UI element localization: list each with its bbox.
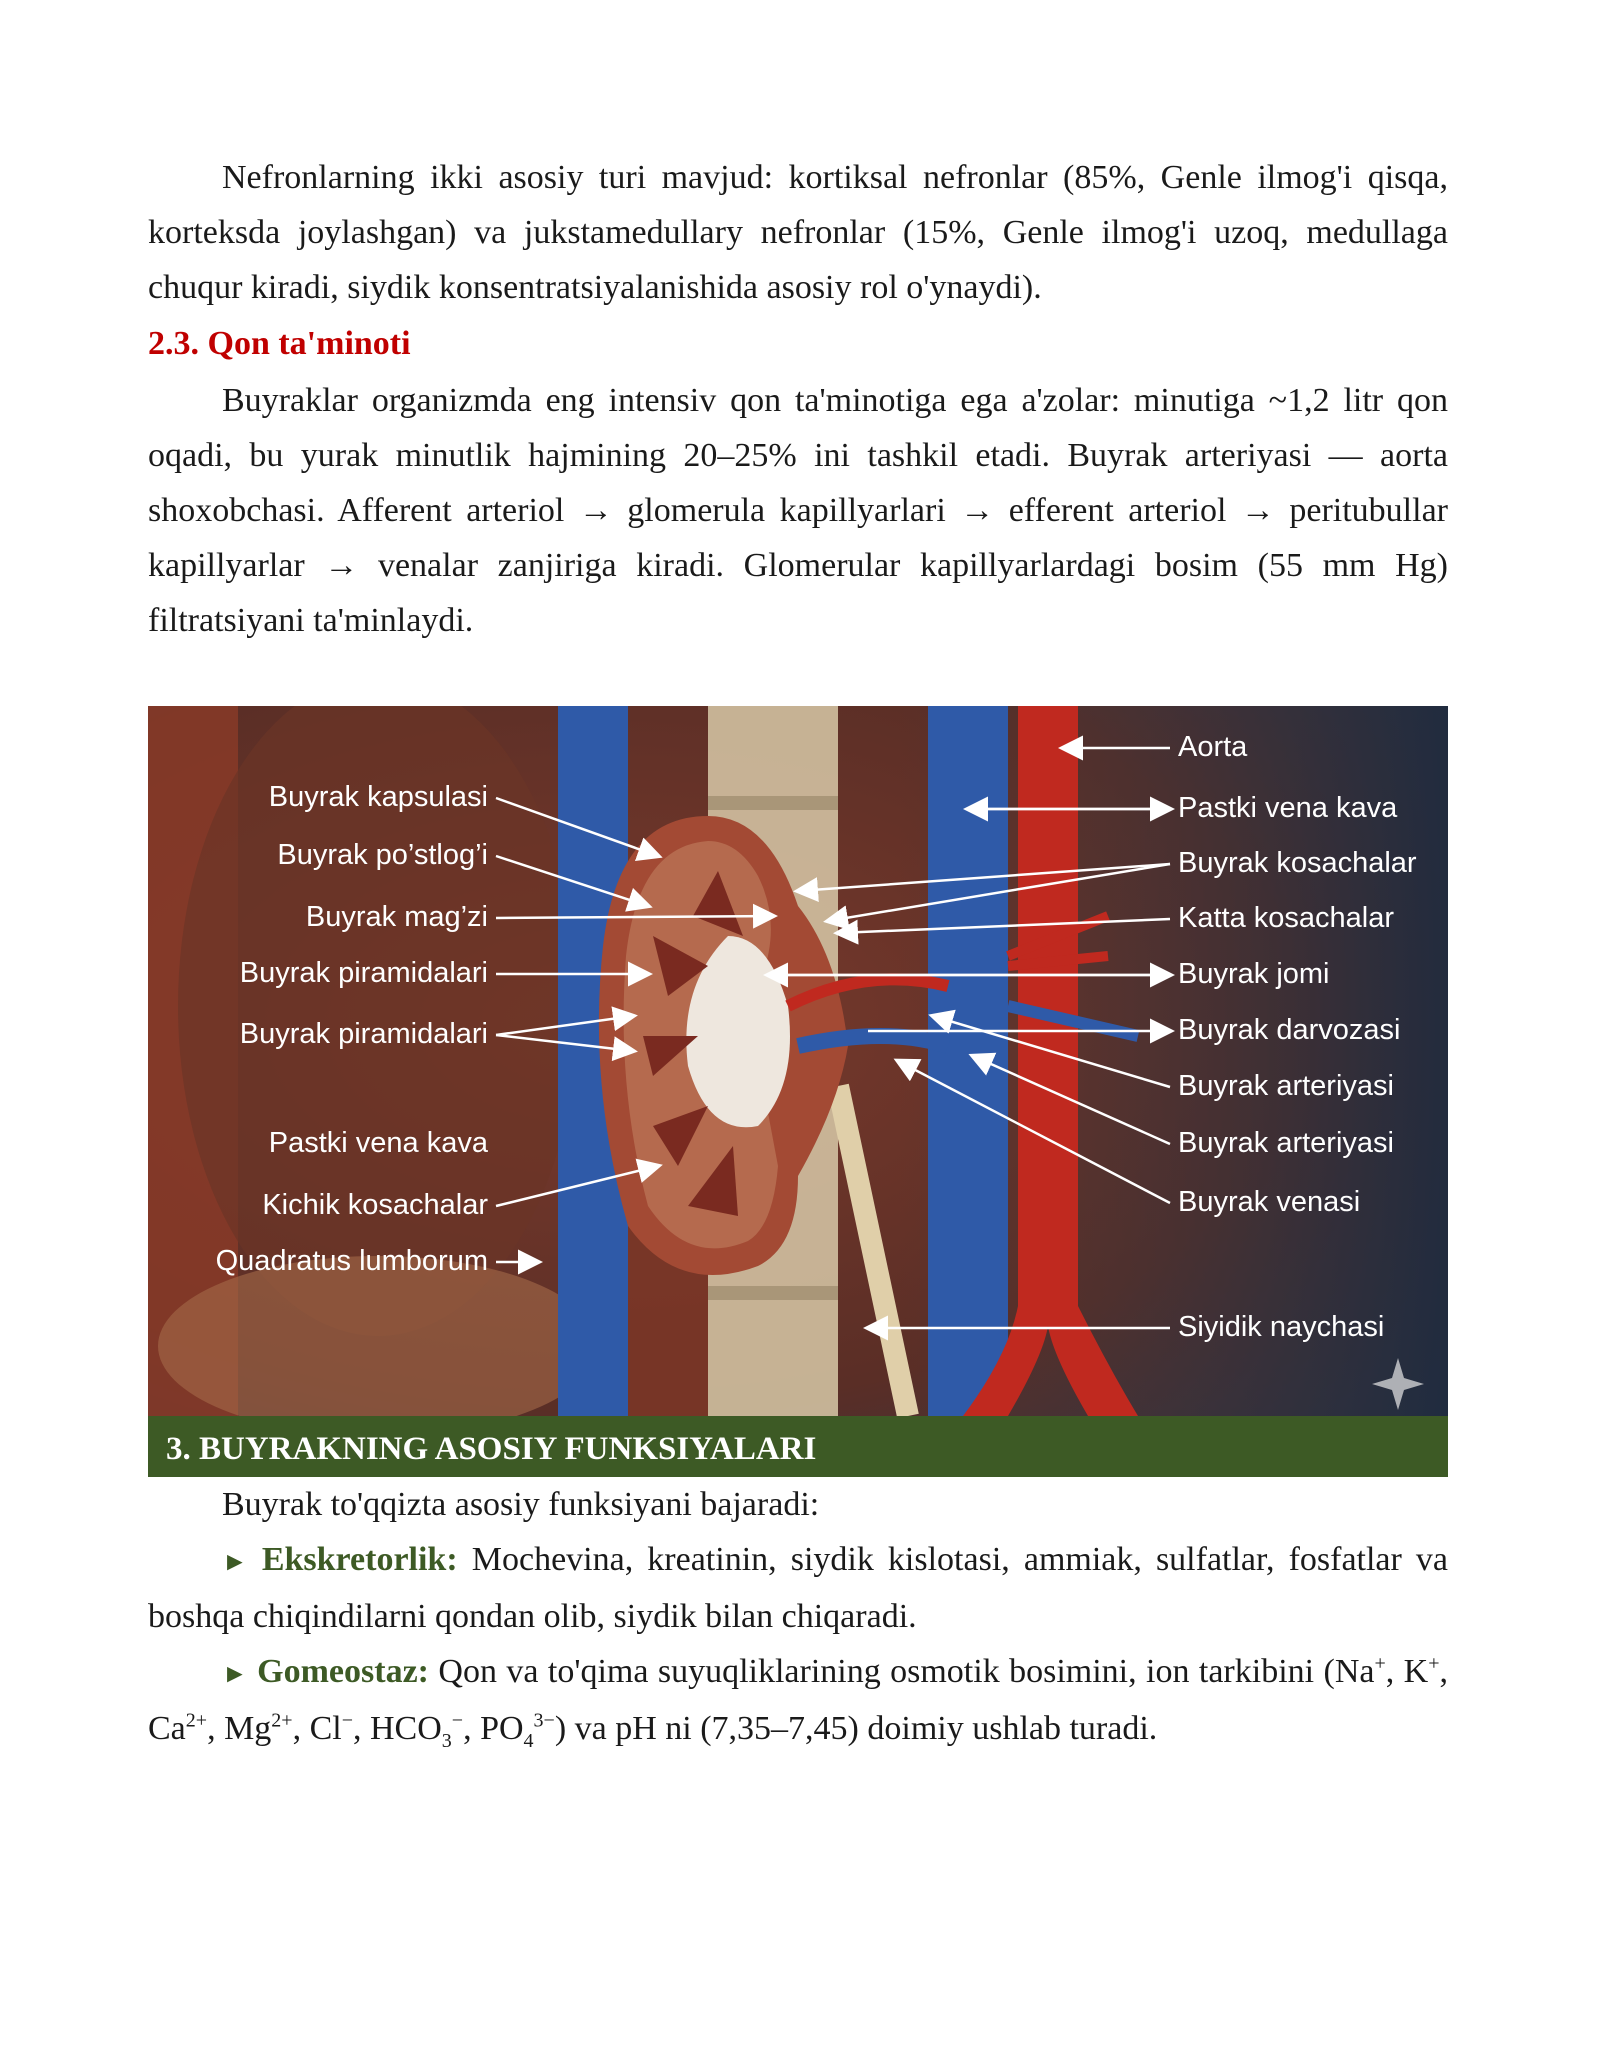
superscript: + [1428, 1652, 1440, 1675]
subscript: 3 [441, 1729, 452, 1752]
superscript: − [451, 1709, 464, 1732]
label-buyrak-piramidalari-1: Buyrak piramidalari [239, 957, 488, 989]
label-kichik-kosachalar: Kichik kosachalar [262, 1189, 488, 1221]
bullet-text-homeostasis: Qon va to'qima suyuqliklarining osmotik bosimini, ion tarkibini (Na [438, 1653, 1375, 1690]
text-fragment: , PO [463, 1710, 524, 1747]
label-buyrak-venasi: Buyrak venasi [1178, 1186, 1361, 1218]
label-buyrak-kosachalar: Buyrak kosachalar [1178, 847, 1417, 879]
label-katta-kosachalar: Katta kosachalar [1178, 902, 1395, 934]
bullet-term-excretory: Ekskretorlik: [261, 1541, 458, 1578]
superscript: − [341, 1709, 353, 1732]
text-fragment: , HCO [352, 1710, 442, 1747]
label-buyrak-kapsulasi: Buyrak kapsulasi [268, 781, 488, 813]
bullet-term-homeostasis: Gomeostaz: [257, 1653, 429, 1690]
text-fragment: ) va pH ni (7,35–7,45) doimiy ushlab turadi. [554, 1710, 1158, 1747]
bullet-homeostasis [148, 1644, 1448, 1756]
bullet-text-excretory: Mochevina, kreatinin, siydik kislotasi, ammiak, sulfatlar, fosfatlar va boshqa chiqindilarni qondan olib, siydik bilan chiqaradi. [148, 1541, 1449, 1635]
paragraph-functions-intro: Buyrak to'qqizta asosiy funksiyani bajaradi: [222, 1486, 820, 1523]
kidney-anatomy-figure [148, 706, 1448, 1416]
kidney-illustration [148, 706, 1448, 1416]
label-pastki-vena-kava-right: Pastki vena kava [1178, 792, 1398, 824]
label-pastki-vena-kava-left: Pastki vena kava [268, 1127, 488, 1159]
label-buyrak-arteriyasi-1: Buyrak arteriyasi [1178, 1070, 1394, 1102]
superscript: 2+ [185, 1709, 208, 1732]
bullet-triangle-icon: ► [222, 1547, 248, 1576]
text-fragment: , Cl [292, 1710, 342, 1747]
document-page [148, 150, 1448, 1756]
bullet-excretory [148, 1532, 1448, 1644]
section-banner-functions: 3. BUYRAKNING ASOSIY FUNKSIYALARI [148, 1416, 1448, 1477]
paragraph-blood-supply: Buyraklar organizmda eng intensiv qon ta'minotiga ega a'zolar: minutiga ~1,2 litr qon oqadi, bu yurak minutlik hajmining 20–25% ini tashkil etadi. Buyrak arteriyasi — aorta shoxobchasi. Afferent arteriol → glomerula kapillyarlari → efferent arteriol → peritubullar kapillyarlar → venalar zanjiriga kiradi. Glomerular kapillyarlardagi bosim (55 mm Hg) filtratsiyani ta'minlaydi. [148, 382, 1448, 639]
text-fragment: , Ca [148, 1653, 1449, 1747]
label-quadratus-lumborum: Quadratus lumborum [215, 1245, 488, 1277]
label-buyrak-piramidalari-2: Buyrak piramidalari [239, 1018, 488, 1050]
label-buyrak-darvozasi: Buyrak darvozasi [1178, 1014, 1401, 1046]
superscript: 3− [533, 1709, 555, 1732]
bullet-triangle-icon: ► [222, 1659, 248, 1688]
label-buyrak-magzi: Buyrak mag’zi [305, 901, 488, 933]
label-buyrak-arteriyasi-2: Buyrak arteriyasi [1178, 1127, 1394, 1159]
section-heading-blood-supply: 2.3. Qon ta'minoti [148, 325, 411, 362]
subscript: 4 [523, 1729, 534, 1752]
label-buyrak-postlogi: Buyrak po’stlog’i [277, 839, 488, 871]
paragraph-nephron-types: Nefronlarning ikki asosiy turi mavjud: kortiksal nefronlar (85%, Genle ilmog'i qisqa, korteksda joylashgan) va jukstamedullary nefronlar (15%, Genle ilmog'i uzoq, medullaga chuqur kiradi, siydik konsentratsiyalanishida asosiy rol o'ynaydi). [148, 159, 1448, 306]
text-fragment: , K [1385, 1653, 1429, 1690]
superscript: + [1374, 1652, 1386, 1675]
text-fragment: , Mg [207, 1710, 272, 1747]
label-siyidik-naychasi: Siyidik naychasi [1178, 1311, 1385, 1343]
label-buyrak-jomi: Buyrak jomi [1178, 958, 1330, 990]
label-aorta: Aorta [1178, 731, 1248, 763]
superscript: 2+ [271, 1709, 293, 1732]
